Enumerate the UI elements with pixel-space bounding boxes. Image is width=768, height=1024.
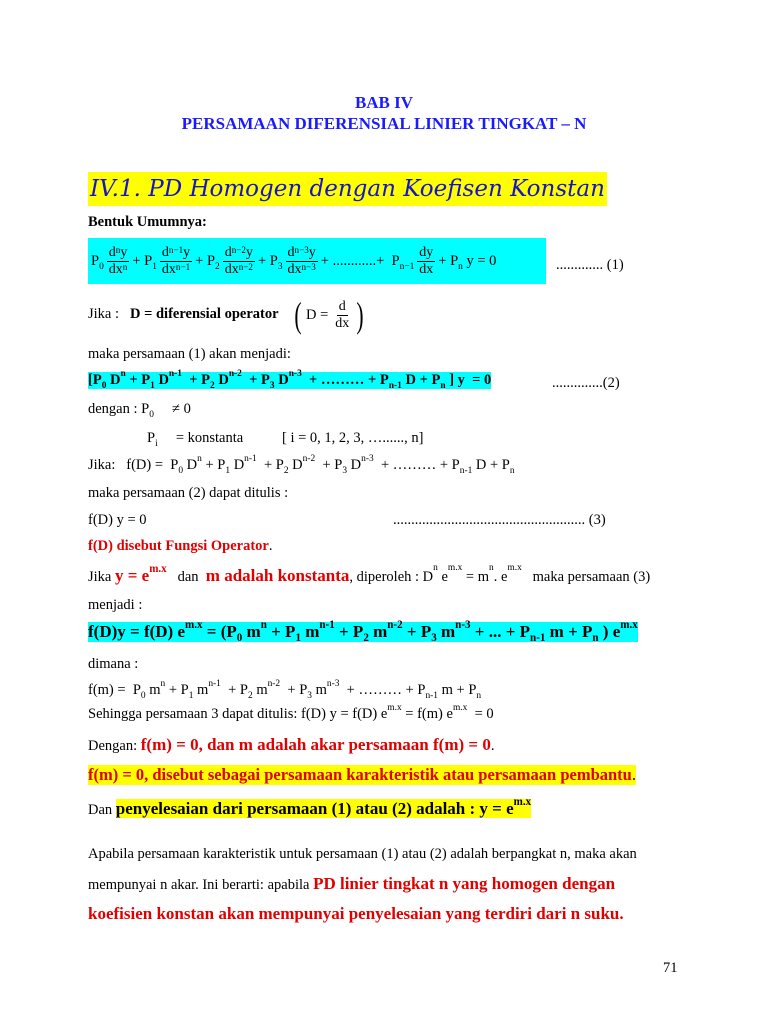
fd-y-equation: f(D) y = 0: [88, 512, 147, 528]
pi-range: [ i = 0, 1, 2, 3, …......, n]: [282, 430, 424, 446]
characteristic-expansion: f(D)y = f(D) $e^{m.x} = (P_0$ $m^n + P_1$ $m^{n-1} + P_2$ $m^{n-2} + P_3$ $m^{n-3}$ + ... + $P_{n-1}$ $m + P_n$ ) $e^{m.x}$: [88, 619, 638, 644]
d-operator-label: D = diferensial operator: [130, 306, 279, 322]
dengan-line: dengan : $P_0$ ≠ 0: [88, 401, 191, 420]
fd-operator-note: f(D) disebut Fungsi Operator.: [88, 538, 273, 554]
section-heading: IV.1. PD Homogen dengan Koefisen Konstan: [88, 172, 607, 206]
sehingga-line: Sehingga persamaan 3 dapat ditulis: f(D) y = f(D) $e^{m.x} = f(m) e^{m.x} = 0$: [88, 703, 494, 722]
page-number: 71: [663, 960, 678, 976]
equation-1-ref: ............. (1): [556, 257, 624, 273]
fm-definition: $f(m) = P_0$ $m^n + P_1$ $m^{n-1} + P_2$ $m^{n-2} + P_3$ $m^{n-3}$ + ……… + $P_{n-1}$ $m + P_n$: [88, 679, 482, 701]
chapter-title: PERSAMAAN DIFERENSIAL LINIER TINGKAT – N: [181, 114, 587, 133]
pi-constant-line: $P_i$ = konstanta: [147, 430, 244, 449]
equation-2: [$P_0$ $D^n + P_1$ $D^{n-1} + P_2$ $D^{n-2} + P_3$ $D^{n-3}$ + ……… + $P_{n-1}$ $D + P_n$ ] y = 0: [88, 369, 492, 391]
solution-line: Dan penyelesaian dari persamaan (1) atau (2) adalah : $y = e^{m.x}$: [88, 796, 532, 818]
paragraph-line-1: Apabila persamaan karakteristik untuk persamaan (1) atau (2) adalah berpangkat n, maka akan: [88, 846, 637, 862]
chapter-label: BAB IV: [354, 93, 414, 112]
then-eq1: maka persamaan (1) akan menjadi:: [88, 346, 291, 362]
equation-3-ref: ..................................................... (3): [393, 512, 606, 528]
menjadi-label: menjadi :: [88, 597, 143, 613]
paragraph-line-2: mempunyai n akar. Ini berarti: apabila PD linier tingkat n yang homogen dengan: [88, 874, 616, 893]
characteristic-equation-note: f(m) = 0, disebut sebagai persamaan karakteristik atau persamaan pembantu.: [88, 765, 636, 784]
general-form-label: Bentuk Umumnya:: [88, 214, 207, 230]
equation-1: $P_0$ $\frac{d^ny}{dx^n}$ + $P_1$ $\frac{d^{n-1}y}{dx^{n-1}}$ + $P_2$ $\frac{d^{n-2}y}{dx^{n-2}}$ + $P_3$ $\frac{d^{n-3}y}{dx^{n-3}}$ + ............+ $P_{n-1}$ $\frac{dy}{dx}$ + $P_n$ y = 0: [88, 238, 546, 284]
jika-fd-line: Jika: $f(D) = P_0$ $D^n + P_1$ $D^{n-1} + P_2$ $D^{n-2} + P_3$ $D^{n-3}$ + ……… + $P_{n-1}$ $D + P_n$: [88, 454, 515, 476]
jika-label: Jika :: [88, 306, 120, 322]
jika-y-line: Jika $y = e^{m.x}$ dan m adalah konstanta, diperoleh : $D^n$ $e^{m.x} = m^n$. $e^{m.x}$ maka persamaan (3): [88, 563, 651, 585]
then-eq2: maka persamaan (2) dapat ditulis :: [88, 485, 289, 501]
paragraph-line-3: koefisien konstan akan mempunyai penyelesaian yang terdiri dari n suku.: [88, 904, 624, 923]
d-operator-box: ( D = $\frac{d}{dx}$ ): [294, 295, 364, 335]
dengan-fm-line: Dengan: f(m) = 0, dan m adalah akar persamaan f(m) = 0.: [88, 735, 495, 754]
equation-2-ref: ..............(2): [552, 375, 620, 391]
dimana-label: dimana :: [88, 656, 139, 672]
